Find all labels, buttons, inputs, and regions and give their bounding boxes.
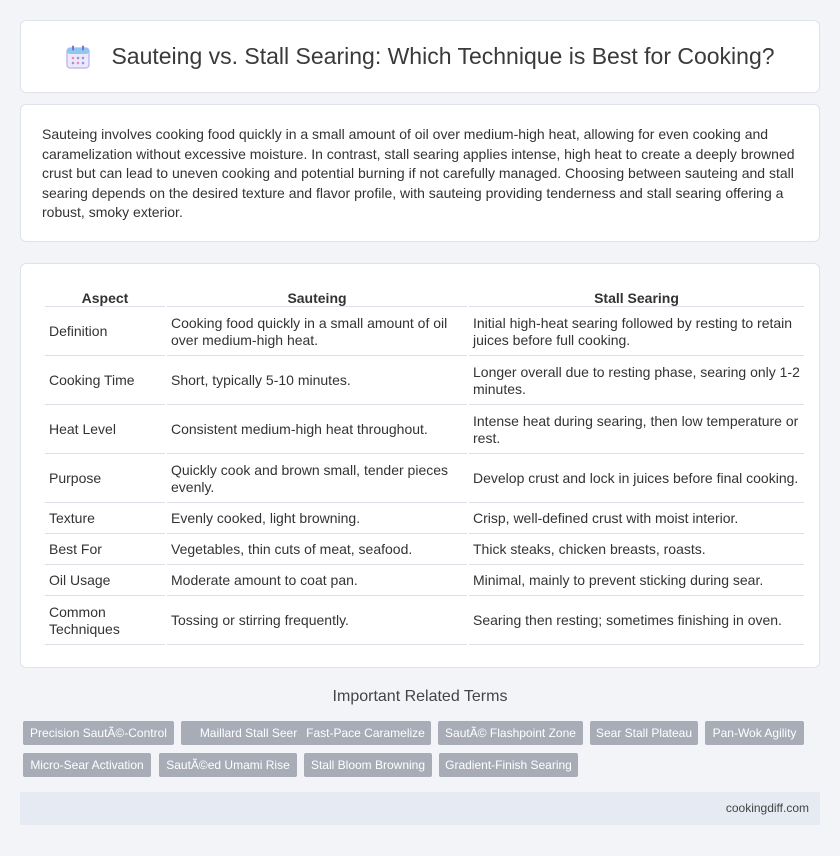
related-term-tag[interactable]: Pan-Wok Agility [705,721,804,745]
related-term-tag[interactable]: Fast-Pace Caramelize [300,721,431,745]
footer-site-link[interactable]: cookingdiff.com [725,801,809,815]
row-aspect: Definition [45,309,165,356]
related-terms-title: Important Related Terms [332,688,508,705]
table-header-row [45,286,804,307]
header-stall-searing: Stall Searing [469,286,804,307]
row-sauteing: Vegetables, thin cuts of meat, seafood. [167,536,467,565]
related-term-tag[interactable]: SautÃ©ed Umami Rise [159,753,297,777]
calendar-icon [65,44,91,70]
related-term-tag[interactable]: Precision SautÃ©-Control [23,721,174,745]
table-row [45,456,804,503]
table-row [45,536,804,565]
row-stall-searing: Longer overall due to resting phase, searing only 1-2 minutes. [469,358,804,405]
related-term-tag[interactable]: Sear Stall Plateau [590,721,698,745]
page-title: Sauteing vs. Stall Searing: Which Technique is Best for Cooking? [111,43,775,69]
row-sauteing: Short, typically 5-10 minutes. [167,358,467,405]
table-row [45,358,804,405]
row-aspect: Heat Level [45,407,165,454]
row-stall-searing: Thick steaks, chicken breasts, roasts. [469,536,804,565]
intro-card [20,104,820,242]
row-stall-searing: Minimal, mainly to prevent sticking during sear. [469,567,804,596]
footer [20,792,820,825]
comparison-table [43,284,806,647]
related-term-tag[interactable]: Stall Bloom Browning [304,753,432,777]
table-row [45,407,804,454]
related-term-tag[interactable]: Micro-Sear Activation [23,753,151,777]
related-term-tag[interactable]: SautÃ© Flashpoint Zone [438,721,583,745]
row-aspect: Oil Usage [45,567,165,596]
row-stall-searing: Develop crust and lock in juices before final cooking. [469,456,804,503]
row-stall-searing: Searing then resting; sometimes finishing in oven. [469,598,804,645]
row-aspect: Purpose [45,456,165,503]
header-sauteing: Sauteing [167,286,467,307]
table-row [45,309,804,356]
row-aspect: Best For [45,536,165,565]
table-row [45,598,804,645]
title-card [20,20,820,93]
table-row [45,505,804,534]
row-sauteing: Consistent medium-high heat throughout. [167,407,467,454]
row-aspect: Common Techniques [45,598,165,645]
row-sauteing: Quickly cook and brown small, tender pieces evenly. [167,456,467,503]
row-stall-searing: Initial high-heat searing followed by resting to retain juices before full cooking. [469,309,804,356]
row-aspect: Texture [45,505,165,534]
row-sauteing: Evenly cooked, light browning. [167,505,467,534]
row-sauteing: Moderate amount to coat pan. [167,567,467,596]
related-term-tag[interactable]: Gradient-Finish Searing [439,753,578,777]
row-stall-searing: Intense heat during searing, then low temperature or rest. [469,407,804,454]
related-term-tag[interactable]: Maillard Stall Seer [181,721,316,745]
table-row [45,567,804,596]
row-stall-searing: Crisp, well-defined crust with moist interior. [469,505,804,534]
row-sauteing: Tossing or stirring frequently. [167,598,467,645]
row-aspect: Cooking Time [45,358,165,405]
row-sauteing: Cooking food quickly in a small amount of oil over medium-high heat. [167,309,467,356]
comparison-table-card [20,263,820,668]
header-aspect: Aspect [45,286,165,307]
intro-paragraph: Sauteing involves cooking food quickly in a small amount of oil over medium-high heat, allowing for even cooking and caramelization without excessive moisture. In contrast, stall searing applies intense, high heat to create a deeply browned crust but can lead to uneven cooking and potential burning if not carefully managed. Choosing between sauteing and stall searing depends on the desired texture and flavor profile, with sauteing providing tenderness and stall searing offering a robust, smoky exterior. [42,126,795,220]
